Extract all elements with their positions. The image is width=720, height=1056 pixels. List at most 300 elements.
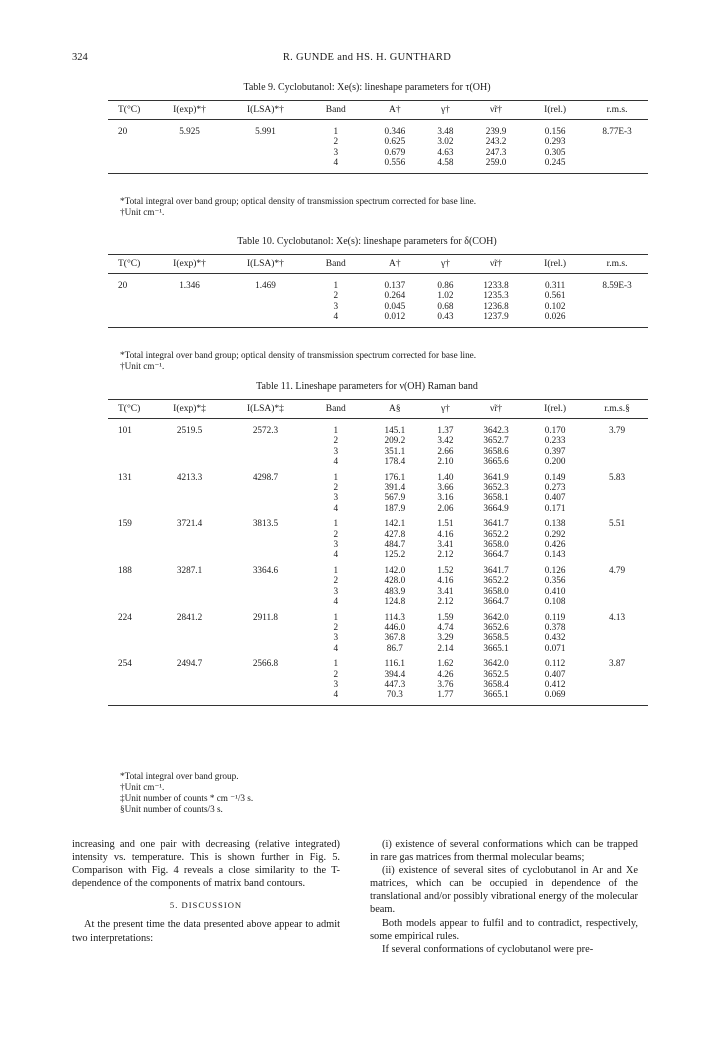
table-cell: 0.143 (544, 549, 566, 560)
table-cell (153, 157, 226, 173)
table-cell: 446.0 (384, 621, 406, 632)
table-cell (586, 539, 648, 549)
table-cell (226, 575, 305, 585)
table-cell: 3 (333, 300, 339, 311)
table-cell (586, 136, 648, 146)
table-cell (226, 157, 305, 173)
table-cell (226, 290, 305, 300)
table-cell: 0.012 (384, 311, 406, 322)
table-cell (586, 549, 648, 559)
table-cell: 4.74 (437, 621, 454, 632)
table-cell: 3664.9 (483, 502, 509, 513)
table-cell: 0.86 (437, 280, 454, 290)
table-cell: 0.233 (544, 435, 566, 446)
table-footnote: *Total integral over band group; optical density of transmission spectrum corrected for base line. (120, 196, 477, 206)
table-cell (108, 147, 153, 157)
table-cell: 2494.7 (176, 658, 203, 669)
table-cell: 0.156 (544, 126, 566, 136)
table-9-notes (120, 196, 660, 218)
column-header: γ† (423, 255, 468, 274)
table-cell: 4 (333, 689, 339, 700)
table-cell: 2.12 (437, 596, 454, 607)
column-header: I(exp)*† (153, 101, 226, 120)
table-cell: 0.293 (544, 136, 566, 147)
table-cell: 3 (333, 445, 339, 456)
table-footnote: *Total integral over band group; optical density of transmission spectrum corrected for base line. (120, 350, 477, 360)
table-cell: 3652.2 (483, 575, 509, 586)
table-row (108, 482, 648, 492)
table-cell: 3652.5 (483, 668, 509, 679)
left-column (72, 838, 340, 945)
table-11-notes (120, 771, 660, 815)
table-cell (226, 539, 305, 549)
table-cell: 0.346 (384, 126, 406, 136)
table-cell: 2.06 (437, 502, 454, 513)
column-header: Band (305, 255, 367, 274)
table-cell: 259.0 (485, 157, 507, 168)
table-cell: 0.112 (544, 658, 566, 669)
table-cell (153, 136, 226, 146)
table-cell: 124.8 (384, 596, 406, 607)
table-cell: 4.13 (608, 611, 626, 622)
table-row (108, 596, 648, 606)
table-cell (153, 529, 226, 539)
table-cell: 3.29 (437, 632, 454, 643)
table-cell (226, 136, 305, 146)
table-cell: 4.79 (608, 564, 626, 575)
table-cell: 2572.3 (252, 425, 279, 435)
table-cell (108, 301, 153, 311)
table-cell: 3642.3 (483, 425, 509, 435)
table-cell: 243.2 (485, 136, 507, 147)
table-cell: 3.66 (437, 482, 454, 493)
table-cell: 3.48 (437, 126, 454, 136)
table-cell: 0.305 (544, 146, 566, 157)
table-cell: 427.8 (384, 528, 406, 539)
table-cell (586, 482, 648, 492)
table-cell: 4 (333, 642, 339, 653)
table-cell: 0.200 (544, 456, 566, 467)
table-cell: 2.14 (437, 642, 454, 653)
table-cell: 3287.1 (176, 564, 203, 575)
paragraph: If several conformations of cyclobutanol were pre- (382, 943, 594, 955)
table-cell: 142.1 (384, 518, 406, 529)
table-cell: 1.59 (437, 611, 454, 622)
table-cell: 0.412 (544, 678, 566, 689)
table-cell: 1233.8 (483, 280, 509, 290)
table-cell: 3665.1 (483, 689, 509, 700)
table-cell (108, 456, 153, 466)
table-cell (153, 596, 226, 606)
table-cell: 391.4 (384, 482, 406, 493)
table-cell: 254 (118, 658, 132, 669)
table-cell (153, 435, 226, 445)
table-cell: 4 (333, 311, 339, 322)
table-row (108, 513, 648, 528)
table-cell: 0.264 (384, 290, 406, 301)
table-cell (586, 311, 648, 327)
table-cell: 3364.6 (252, 564, 279, 575)
table-cell: 2 (333, 575, 339, 586)
table-cell: 125.2 (384, 549, 406, 560)
table-cell (108, 679, 153, 689)
table-cell (153, 632, 226, 642)
table-cell: 428.0 (384, 575, 406, 586)
table-cell (108, 446, 153, 456)
table-cell: 1 (333, 471, 339, 482)
table-cell: 70.3 (386, 689, 403, 700)
table-11 (108, 399, 648, 706)
table-cell: 0.410 (544, 585, 566, 596)
table-cell: 3 (333, 492, 339, 503)
column-header: Band (305, 400, 367, 419)
column-header: I(LSA)*† (226, 255, 305, 274)
table-row (108, 549, 648, 559)
table-9-caption: Table 9. Cyclobutanol: Xe(s): lineshape parameters for τ(OH) (243, 82, 491, 93)
table-cell: 3 (333, 539, 339, 550)
table-cell (586, 689, 648, 705)
table-cell (108, 529, 153, 539)
table-cell: 0.045 (384, 300, 406, 311)
table-cell (586, 529, 648, 539)
table-cell (108, 622, 153, 632)
table-cell: 3.42 (437, 435, 454, 446)
column-header: I(exp)*† (153, 255, 226, 274)
column-header: ν̃r† (468, 400, 524, 419)
table-cell (586, 503, 648, 513)
table-cell: 0.026 (544, 311, 566, 322)
table-cell: 1.37 (437, 425, 454, 435)
table-cell: 1.52 (437, 564, 454, 575)
table-cell: 20 (118, 280, 128, 290)
table-cell: 0.378 (544, 621, 566, 632)
table-cell: 567.9 (384, 492, 406, 503)
column-header: T(°C) (108, 255, 153, 274)
table-cell: 3721.4 (176, 518, 203, 529)
table-row (108, 290, 648, 300)
table-cell: 1 (333, 280, 339, 290)
table-cell: 3642.0 (483, 658, 509, 669)
table-cell (226, 643, 305, 653)
table-cell: 209.2 (384, 435, 406, 446)
table-cell: 1.62 (437, 658, 454, 669)
page-number: 324 (72, 52, 88, 63)
running-head: R. GUNDE and HS. H. GUNTHARD (282, 52, 452, 63)
table-cell: 4213.3 (176, 471, 203, 482)
table-cell (108, 575, 153, 585)
table-cell: 2 (333, 668, 339, 679)
table-cell: 0.625 (384, 136, 406, 147)
table-cell: 0.311 (544, 280, 566, 290)
table-row (108, 575, 648, 585)
table-cell: 2519.5 (176, 425, 203, 435)
table-cell: 3658.1 (483, 492, 509, 503)
table-cell (108, 643, 153, 653)
table-cell: 116.1 (384, 658, 405, 669)
table-cell: 0.397 (544, 445, 566, 456)
table-cell: 2.10 (437, 456, 454, 467)
column-header: I(exp)*‡ (153, 400, 226, 419)
table-header-row (108, 101, 648, 120)
table-10-notes (120, 350, 660, 372)
table-row (108, 607, 648, 622)
table-cell (226, 503, 305, 513)
table-cell: 0.137 (384, 280, 406, 290)
table-cell: 3652.7 (483, 435, 509, 446)
table-cell: 0.119 (544, 611, 566, 622)
table-cell (153, 586, 226, 596)
table-cell (586, 435, 648, 445)
table-cell (226, 301, 305, 311)
table-cell: 247.3 (485, 146, 507, 157)
table-row (108, 586, 648, 596)
table-cell: 3641.7 (483, 564, 509, 575)
table-cell (108, 136, 153, 146)
table-cell: 4 (333, 549, 339, 560)
table-cell (153, 689, 226, 705)
table-cell (586, 679, 648, 689)
column-header: T(°C) (108, 400, 153, 419)
column-header: r.m.s. (586, 255, 648, 274)
table-cell: 3642.0 (483, 611, 509, 622)
table-cell (153, 492, 226, 502)
table-cell (586, 147, 648, 157)
table-row (108, 446, 648, 456)
table-cell: 145.1 (384, 425, 406, 435)
table-cell (226, 529, 305, 539)
table-cell: 3658.5 (483, 632, 509, 643)
page-header (72, 52, 662, 68)
table-footnote: †Unit cm⁻¹. (120, 207, 165, 217)
table-cell (226, 446, 305, 456)
table-row (108, 435, 648, 445)
table-cell: 483.9 (384, 585, 406, 596)
table-cell (226, 596, 305, 606)
table-row (108, 467, 648, 482)
table-cell: 159 (118, 518, 132, 529)
column-header: A† (367, 101, 423, 120)
table-cell: 8.77E-3 (602, 126, 632, 136)
table-cell (586, 456, 648, 466)
table-cell (226, 435, 305, 445)
right-column (370, 838, 638, 956)
table-cell: 3665.6 (483, 456, 509, 467)
table-cell: 0.102 (544, 300, 566, 311)
column-header: ν̃r† (468, 255, 524, 274)
table-cell: 86.7 (386, 642, 403, 653)
table-9 (108, 100, 648, 174)
table-row (108, 147, 648, 157)
table-cell (586, 446, 648, 456)
table-cell: 447.3 (384, 678, 406, 689)
table-row (108, 120, 648, 137)
table-row (108, 622, 648, 632)
column-header: ν̃r† (468, 101, 524, 120)
table-cell: 2911.8 (253, 611, 278, 622)
table-cell (108, 669, 153, 679)
table-footnote: §Unit number of counts/3 s. (120, 804, 223, 814)
table-cell: 224 (118, 611, 132, 622)
table-cell: 178.4 (384, 456, 406, 467)
table-row (108, 419, 648, 436)
column-header: T(°C) (108, 101, 153, 120)
table-cell: 0.171 (544, 502, 566, 513)
table-cell: 4.16 (437, 528, 454, 539)
table-11-caption: Table 11. Lineshape parameters for ν(OH) Raman band (256, 381, 478, 392)
table-cell (108, 689, 153, 705)
table-row (108, 669, 648, 679)
table-cell: 3 (333, 146, 339, 157)
table-row (108, 492, 648, 502)
table-cell (153, 290, 226, 300)
table-cell (586, 596, 648, 606)
table-cell: 0.292 (544, 528, 566, 539)
table-cell: 20 (118, 126, 128, 136)
table-cell: 4 (333, 596, 339, 607)
table-row (108, 301, 648, 311)
table-cell (108, 503, 153, 513)
paragraph: increasing and one pair with decreasing (relative integrated) intensity vs. temperature. This is shown further in Fig. 5. Comparison with Fig. 4 reveals a close similarity to the T-dependence of the components of matrix band contours. (72, 839, 340, 890)
table-cell (153, 679, 226, 689)
list-item: (ii) existence of several sites of cyclobutanol in Ar and Xe matrices, which can be occupied in dependence of the translational and/or possibly vibrational energy of the molecular beam. (370, 865, 638, 916)
table-row (108, 689, 648, 705)
table-cell: 3 (333, 678, 339, 689)
table-cell (226, 622, 305, 632)
table-cell: 5.51 (608, 518, 626, 529)
table-cell: 0.149 (544, 471, 566, 482)
table-cell: 142.0 (384, 564, 406, 575)
table-cell: 1236.8 (483, 300, 509, 311)
table-cell (153, 446, 226, 456)
table-row (108, 632, 648, 642)
table-cell: 0.561 (544, 290, 566, 301)
table-cell: 3.76 (437, 678, 454, 689)
column-header: I(rel.) (524, 400, 586, 419)
table-cell (586, 632, 648, 642)
table-cell: 367.8 (384, 632, 406, 643)
table-cell (226, 482, 305, 492)
table-cell: 3641.9 (483, 471, 509, 482)
table-cell: 239.9 (485, 126, 507, 136)
table-cell (586, 586, 648, 596)
table-cell (226, 632, 305, 642)
table-cell: 188 (118, 564, 132, 575)
table-row (108, 157, 648, 173)
table-row (108, 560, 648, 575)
table-cell: 4.63 (437, 146, 454, 157)
table-cell (153, 643, 226, 653)
table-cell: 2 (333, 435, 339, 446)
table-cell (108, 539, 153, 549)
table-cell: 0.138 (544, 518, 566, 529)
table-cell (586, 157, 648, 173)
table-row (108, 679, 648, 689)
table-cell: 3664.7 (483, 549, 509, 560)
table-cell: 2 (333, 290, 339, 301)
table-cell (153, 539, 226, 549)
column-header: A§ (367, 400, 423, 419)
table-cell (108, 492, 153, 502)
table-cell (226, 669, 305, 679)
table-row (108, 456, 648, 466)
table-cell: 114.3 (384, 611, 405, 622)
table-cell: 2 (333, 136, 339, 147)
table-cell (226, 679, 305, 689)
table-cell (586, 643, 648, 653)
column-header: γ† (423, 101, 468, 120)
table-cell: 8.59E-3 (602, 280, 632, 290)
table-cell (108, 311, 153, 327)
table-cell (586, 290, 648, 300)
table-cell (226, 311, 305, 327)
table-footnote: †Unit cm⁻¹. (120, 782, 165, 792)
table-cell: 3652.2 (483, 528, 509, 539)
table-cell: 131 (118, 471, 132, 482)
table-row (108, 653, 648, 668)
list-item: (i) existence of several conformations which can be trapped in rare gas matrices from thermal molecular beams; (370, 839, 638, 864)
paragraph: Both models appear to fulfil and to contradict, respectively, some empirical rules. (370, 917, 638, 942)
table-cell: 4 (333, 502, 339, 513)
table-cell: 3.79 (608, 425, 626, 435)
column-header: Band (305, 101, 367, 120)
table-cell: 3665.1 (483, 642, 509, 653)
table-cell (153, 575, 226, 585)
table-cell: 1.77 (437, 689, 454, 700)
table-cell: 2.66 (437, 445, 454, 456)
table-cell: 4 (333, 456, 339, 467)
table-cell: 4.26 (437, 668, 454, 679)
table-cell (108, 549, 153, 559)
table-cell (108, 435, 153, 445)
table-cell (153, 301, 226, 311)
table-cell: 1 (333, 518, 339, 529)
table-cell: 4.58 (437, 157, 454, 168)
table-cell: 1.346 (179, 280, 200, 290)
column-header: I(LSA)*‡ (226, 400, 305, 419)
table-header-row (108, 400, 648, 419)
table-cell: 3652.6 (483, 621, 509, 632)
section-heading: 5. DISCUSSION (169, 900, 243, 911)
table-cell: 0.407 (544, 492, 566, 503)
table-cell: 0.68 (437, 300, 454, 311)
column-header: I(LSA)*† (226, 101, 305, 120)
table-cell (153, 549, 226, 559)
table-cell (586, 492, 648, 502)
table-cell: 0.679 (384, 146, 406, 157)
table-cell: 3.02 (437, 136, 454, 147)
table-row (108, 311, 648, 327)
table-cell: 3658.0 (483, 585, 509, 596)
table-cell: 1 (333, 658, 339, 669)
table-cell: 3658.0 (483, 539, 509, 550)
table-cell: 484.7 (384, 539, 406, 550)
table-cell (153, 456, 226, 466)
table-cell: 0.432 (544, 632, 566, 643)
table-header-row (108, 255, 648, 274)
paragraph: At the present time the data presented above appear to admit two interpretations: (72, 919, 340, 944)
table-row (108, 136, 648, 146)
table-cell: 0.245 (544, 157, 566, 168)
table-cell (108, 632, 153, 642)
table-cell (153, 311, 226, 327)
column-header: γ† (423, 400, 468, 419)
table-cell: 3664.7 (483, 596, 509, 607)
table-cell: 0.426 (544, 539, 566, 550)
table-cell: 0.069 (544, 689, 566, 700)
table-cell: 3 (333, 585, 339, 596)
table-cell: 1237.9 (483, 311, 509, 322)
table-cell: 2 (333, 528, 339, 539)
